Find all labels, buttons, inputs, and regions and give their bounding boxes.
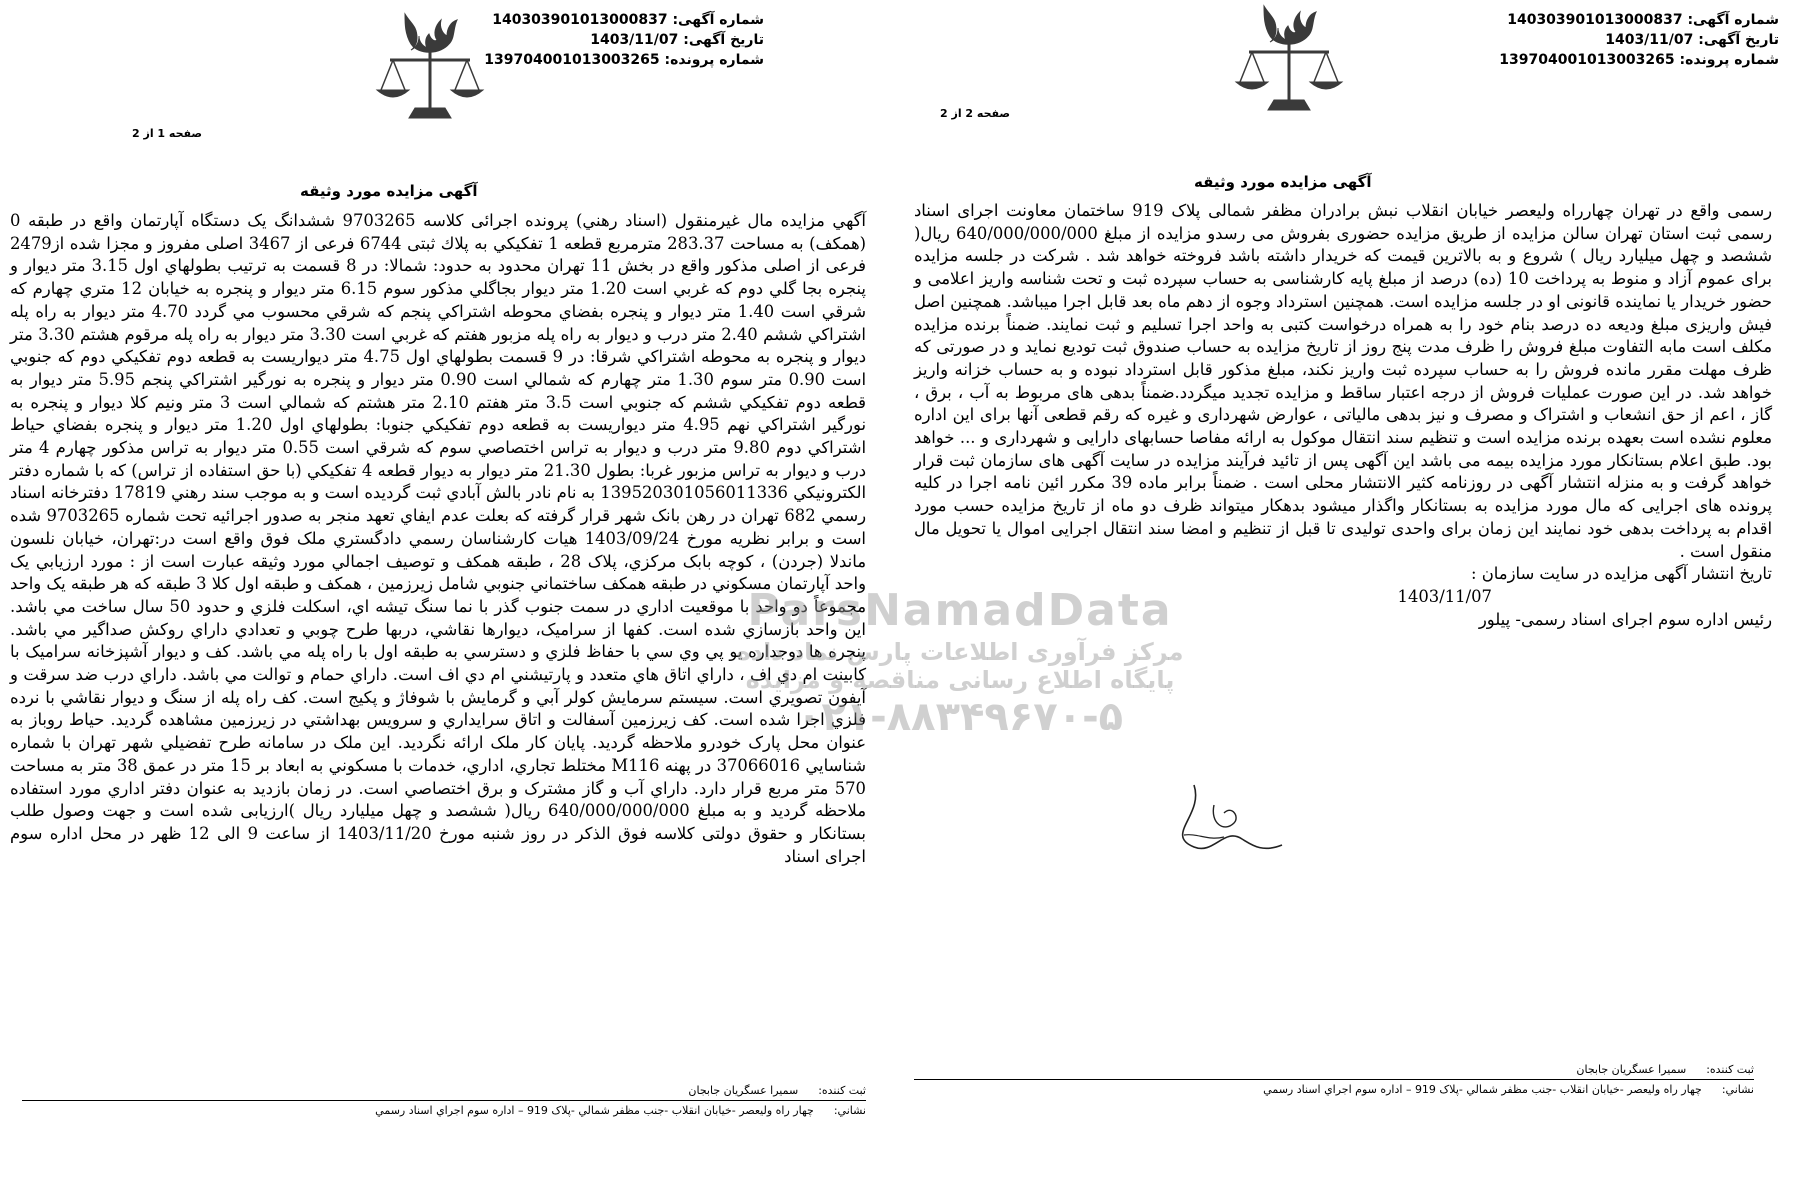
case-number-row — [484, 50, 764, 70]
registrar-name: سميرا عسگريان جابجان — [1576, 1063, 1687, 1076]
watermark-phone: ۰۲۱-۸۸۳۴۹۶۷۰-۵ — [796, 694, 1124, 740]
page-two — [884, 0, 1794, 1179]
address-text: چهار راه وليعصر -خيابان انقلاب -جنب مظفر شمالي -پلاک 919 – اداره سوم اجراي اسناد رسمي — [1263, 1083, 1702, 1096]
address-label: نشاني: — [1721, 1083, 1754, 1096]
handwritten-signature — [1154, 765, 1294, 875]
case-number: 139704001013003265 — [1499, 52, 1675, 68]
case-number-label: شماره پرونده: — [1679, 52, 1779, 68]
signer-title: رئيس اداره سوم اجرای اسناد رسمی- پيلور — [1478, 609, 1772, 629]
case-number-row — [1499, 50, 1779, 70]
watermark-brand: ParsNamadData — [747, 585, 1173, 636]
address-label: نشاني: — [833, 1104, 866, 1117]
page-two-footer — [914, 1062, 1754, 1097]
ad-date-label: تاریخ آگهی: — [1698, 32, 1779, 48]
ad-date-row — [484, 30, 764, 50]
registrar-row — [914, 1062, 1754, 1077]
ad-date-label: تاریخ آگهی: — [683, 32, 764, 48]
watermark-line1: مرکز فرآوری اطلاعات پارس نماد داده — [736, 638, 1184, 666]
ad-number-row — [484, 10, 764, 30]
page-two-header-meta — [1499, 10, 1779, 70]
judiciary-emblem — [345, 8, 515, 153]
ad-number-label: شماره آگهی: — [672, 12, 764, 28]
page-two-title: آگهی مزایده مورد وثیقه — [1194, 173, 1372, 191]
ad-date: 1403/11/07 — [590, 32, 679, 48]
publish-date-value: 1403/11/07 — [1397, 586, 1492, 606]
page-one — [0, 0, 884, 1179]
judiciary-emblem — [1204, 0, 1374, 145]
scales-of-justice-emblem-icon — [345, 8, 515, 153]
ad-date-row — [1499, 30, 1779, 50]
page-one-number: صفحه 1 از 2 — [132, 127, 203, 140]
ad-number-row — [1499, 10, 1779, 30]
registrar-name: سميرا عسگريان جابجان — [688, 1084, 799, 1097]
footer-divider — [22, 1100, 866, 1101]
page-two-body-text: رسمی واقع در تهران چهارراه وليعصر خيابان انقلاب نبش برادران مظفر شمالی پلاک 919 ساختمان معاونت اجرای اسناد رسمی ثبت استان تهران سالن مزايده از طريق مزايده حضوری بفروش می رسدو مزايده از مبلغ 640/000/000/000 ريال( ششصد و چهل ميليارد ريال ) شروع و به بالاترين قيمت كه خريدار داشته باشد فروخته خواهد شد . شركت در جلسه مزايده برای عموم آزاد و منوط به پرداخت 10 (ده) درصد از مبلغ پايه كارشناسی به حساب سپرده ثبت و تحت شناسه واريز اعلامی و حضور خريدار يا نماينده قانونی او در جلسه مزايده است. همچنين استرداد وجوه از دهم ماه بعد قابل اجرا ميباشد. همچنين اصل فيش واريزی مبلغ وديعه ده درصد بنام خود را به همراه درخواست كتبی به واحد اجرا تسليم و ثبت نمايند. ضمناً برنده مزايده مكلف است مابه التفاوت مبلغ فروش را ظرف مدت پنج روز از تاريخ مزايده به حساب صندوق ثبت توديع نمايد و در صورتی كه ظرف مهلت مقرر مانده فروش را به حساب سپرده ثبت واريز نكند، مبلغ مذكور قابل استرداد نبوده و به حساب خزانه واريز خواهد شد. در اين صورت عمليات فروش از درجه اعتبار ساقط و مزايده تجديد ميگردد.ضمناً بدهی های مربوط به آب ، برق ، گاز ، اعم از حق انشعاب و اشتراک و مصرف و نيز بدهی مالياتی ، عوارض شهرداری و غيره كه رقم قطعی آنها برای اين اداره معلوم نشده است بعهده برنده مزايده است و تنظيم سند انتقال موكول به ارائه مفاصا حسابهای دارايی و شهرداری و ... خواهد بود. طبق اعلام بستانكار مورد مزايده بيمه می باشد اين آگهی پس از تائيد فرآيند مزايده در سايت آگهی های سازمان ثبت قرار خواهد گرفت و به منزله انتشار آگهی در روزنامه كثير الانتشار محلی است . ضمناً برابر ماده 39 مكرر ائين نامه اجرا در كليه پرونده های اجرايی كه مال مورد مزايده به بستانكار واگذار ميشود بدهكار ميتواند ظرف دو ماه از تاريخ مزايده حسب مورد اقدام به پرداخت بدهی خود نمايند اين زمان برای واحدی توليدی تا قبل از تنظيم و امضا سند انتقال اجرايی اموال يا تحويل مال منقول است . — [914, 201, 1773, 561]
address-row — [914, 1082, 1754, 1097]
page-one-header-meta — [484, 10, 764, 70]
ad-date: 1403/11/07 — [1605, 32, 1694, 48]
page-one-body-text: آگهي مزايده مال غيرمنقول (اسناد رهني) پرونده اجرائی كلاسه 9703265 ششدانگ يک دستگاه آپارتمان واقع در طبقه 0 (همكف) به مساحت 283.37 مترمربع قطعه 1 تفكيكي به پلاك ثبتی 6744 فرعی از 3467 اصلی مفروز و مجزا شده از2479 فرعی از اصلی مذكور واقع در بخش 11 تهران محدود به حدود: شمالا: در 8 قسمت به ترتيب بطولهاي اول 3.15 متر ديوار و پنجره بجا گلي دوم كه غربي است 1.20 متر ديوار بجاگلي مذكور سوم 6.15 متر ديوار و پنجره به خيابان 12 متري چهارم كه شرقي است 1.40 متر ديوار و پنجره بفضاي محوطه اشتراكي پنجم كه شرقي محسوب مي گردد 4.70 متر ديوار به راه پله اشتراكي ششم 2.40 متر درب و ديوار به راه پله مزبور هفتم كه غربي است 3.30 متر ديوار به راه پله مرقوم هشتم 3.30 متر ديوار و پنجره به محوطه اشتراكي شرقا: در 9 قسمت بطولهاي اول 4.75 متر ديواريست به قطعه دوم تفكيكي دوم كه جنوبي است 0.90 متر سوم 1.30 متر چهارم كه شمالي است 0.90 متر ديوار و پنجره به نورگير اشتراكي پنجم 5.95 متر ديوار به قطعه دوم تفكيكي ششم كه جنوبي است 3.5 متر هفتم 2.10 متر هشتم كه شمالي است 3 متر ونيم كلا ديوار و پنجره به نورگير اشتراكي نهم 4.95 متر ديواريست به قطعه دوم تفكيكي جنوبا: بطولهاي اول 1.20 متر ديوار و پنجره بفضاي حياط اشتراكي دوم 9.80 متر درب و ديوار به تراس اختصاصي سوم كه شرقي است 0.55 متر ديوار به تراس مذكور چهارم 4 متر درب و ديوار به تراس مزبور غربا: بطول 21.30 متر ديوار به ديوار قطعه 4 تفكيكي (با حق استفاده از تراس) كه با شماره دفتر الكترونيكي 139520301056011336 به نام نادر بالش آبادي ثبت گرديده است و به موجب سند رهني 17819 دفترخانه اسناد رسمي 682 تهران در رهن بانک شهر قرار گرفته كه بعلت عدم ايفاي تعهد منجر به صدور اجرائيه تحت شماره 9703265 شده است و برابر نظريه مورخ 1403/09/24 هيات كارشناسان رسمي دادگستري ملک فوق واقع است در:تهران، خيابان نلسون ماندلا (جردن) ، كوچه بابک مركزي، پلاک 28 ، طبقه همكف و توصيف اجمالي مورد وثيقه عبارت است از : مورد ارزيابي يک واحد آپارتمان مسكوني در طبقه همكف ساختماني جنوبي شامل زيرزمين ، همكف و طبقه اول كلا 3 طبقه كه هر طبقه يک واحد مجموعاً دو واحد با موقعيت اداري در سمت جنوب گذر با نما سنگ تيشه اي، اسكلت فلزي و حدود 50 سال ساخت مي باشد. اين واحد بازسازي شده است. كفها از سراميک، ديوارها نقاشي، دربها طرح چوبي و تعدادي داراي روكش صداگير مي باشد. پنجره ها دوجداره يو پي وي سي با حفاظ فلزي و دسترسي به طبقه اول با راه پله مي باشد. كف و ديوار آشپزخانه سراميک با كابينت ام دي اف ، داراي اتاق هاي متعدد و پارتيشني ام دي اف است. داراي حمام و توالت مي باشد. داراي درب ضد سرقت و آيفون تصويري است. سيستم سرمايش كولر آبي و گرمايش با شوفاژ و پكيج است. كف راه پله از سنگ و ديوار نقاشي با نرده فلزي اجرا شده است. كف زيرزمين آسفالت و اتاق سرايداري و سرويس بهداشتي در زيرزمين مشاهده گرديد. حياط روباز به عنوان محل پارک خودرو ملاحظه گرديد. پايان كار ملک ارائه نگرديد. اين ملک در سامانه طرح تفضيلي شهر تهران با شماره شناسايي 37066016 در پهنه M116 مختلط تجاري، اداري، خدمات با مسكوني به ابعاد بر 15 متر در عمق 38 متر به مساحت 570 متر مربع قرار دارد. داراي آب و گاز مشترک و برق اختصاصي است. در زمان بازديد به عنوان دفتر اداري مورد استفاده ملاحظه گرديد و به مبلغ 640/000/000/000 ريال( ششصد و چهل ميليارد ريال )ارزيابی شده است و جهت وصول طلب بستانكار و حقوق دولتی كلاسه فوق الذكر در روز شنبه مورخ 1403/11/20 از ساعت 9 الی 12 ظهر در محل اداره سوم اجرای اسناد — [10, 211, 867, 866]
publish-date-line — [914, 563, 1772, 586]
page-one-footer — [22, 1083, 866, 1118]
footer-divider — [914, 1079, 1754, 1080]
case-number: 139704001013003265 — [484, 52, 660, 68]
scales-of-justice-emblem-icon — [1204, 0, 1374, 145]
publish-date-label: تاريخ انتشار آگهی مزايده در سايت سازمان : — [1471, 564, 1772, 584]
watermark-line2: پایگاه اطلاع رسانی مناقصه و مزایده — [745, 666, 1175, 694]
page-one-body — [10, 210, 866, 868]
case-number-label: شماره پرونده: — [664, 52, 764, 68]
address-text: چهار راه وليعصر -خيابان انقلاب -جنب مظفر شمالي -پلاک 919 – اداره سوم اجراي اسناد رسمي — [375, 1104, 814, 1117]
ad-number-label: شماره آگهی: — [1687, 12, 1779, 28]
registrar-row — [22, 1083, 866, 1098]
signature-icon — [1154, 765, 1294, 875]
registrar-label: ثبت كننده: — [1706, 1063, 1754, 1076]
page-one-title: آگهی مزایده مورد وثیقه — [300, 182, 478, 200]
ad-number: 140303901013000837 — [1507, 12, 1683, 28]
ad-number: 140303901013000837 — [492, 12, 668, 28]
address-row — [22, 1103, 866, 1118]
page-two-body — [914, 200, 1772, 631]
page-two-number: صفحه 2 از 2 — [940, 107, 1011, 120]
registrar-label: ثبت كننده: — [818, 1084, 866, 1097]
